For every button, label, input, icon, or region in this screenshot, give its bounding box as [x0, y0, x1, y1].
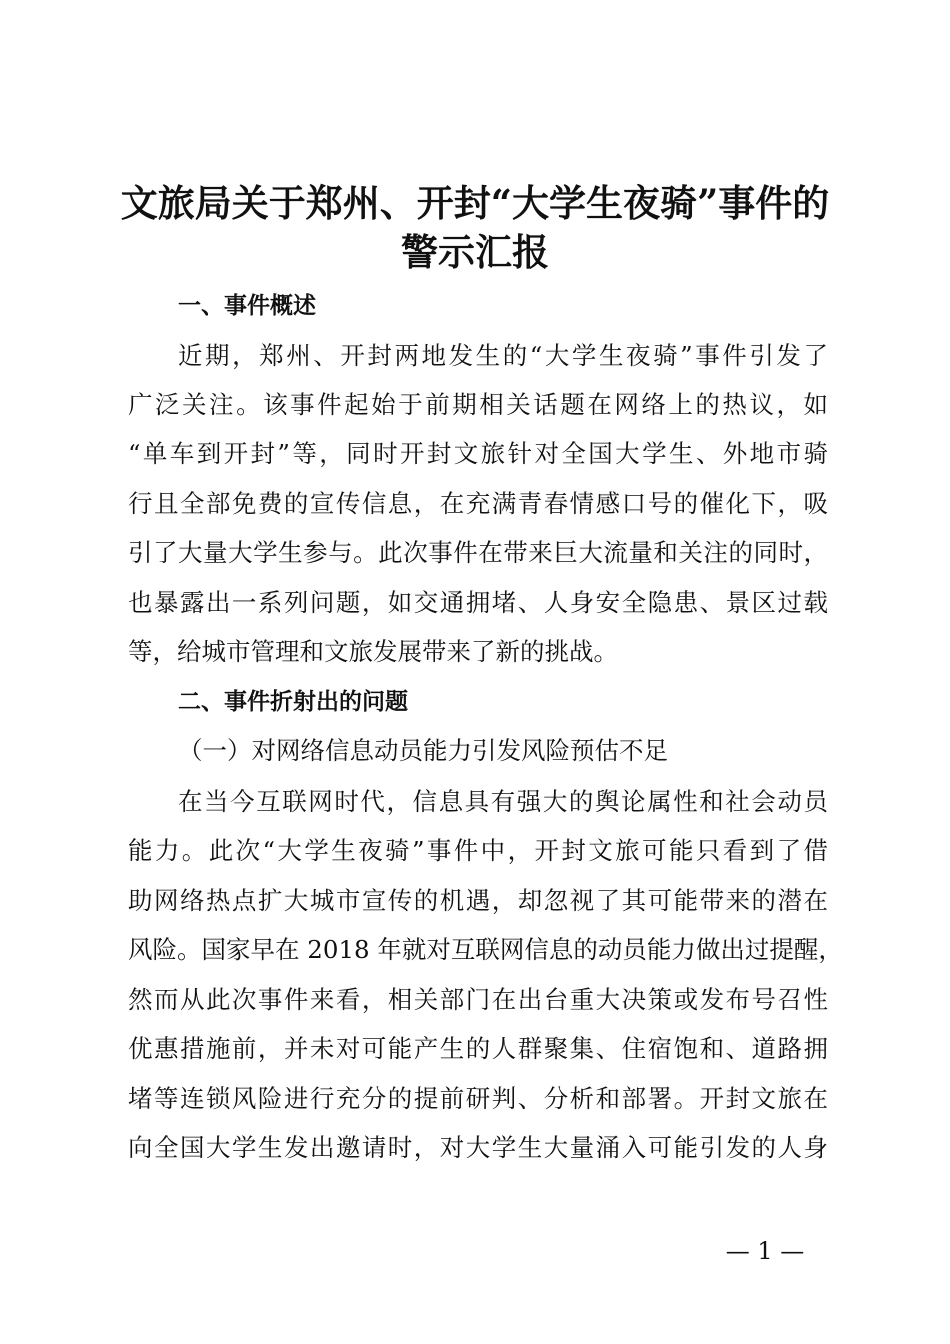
paragraph-line: “单车到开封”等，同时开封文旅针对全国大学生、外地市骑	[128, 439, 828, 468]
paragraph-line: 等，给城市管理和文旅发展带来了新的挑战。	[128, 637, 618, 666]
section-1-heading: 一、事件概述	[178, 293, 316, 319]
paragraph-line: 风险。国家早在 2018 年就对互联网信息的动员能力做出过提醒，	[128, 935, 843, 964]
paragraph-line: 也暴露出一系列问题，如交通拥堵、人身安全隐患、景区过载	[128, 588, 828, 617]
paragraph-line: 在当今互联网时代，信息具有强大的舆论属性和社会动员	[178, 787, 828, 816]
paragraph-line: 然而从此次事件来看，相关部门在出台重大决策或发布号召性	[128, 985, 828, 1014]
paragraph-line: 近期，郑州、开封两地发生的“大学生夜骑”事件引发了	[178, 341, 828, 370]
paragraph-line: 堵等连锁风险进行充分的提前研判、分析和部署。开封文旅在	[128, 1084, 828, 1113]
paragraph-line: 引了大量大学生参与。此次事件在带来巨大流量和关注的同时，	[128, 538, 828, 567]
paragraph-line: 行且全部免费的宣传信息，在充满青春情感口号的催化下，吸	[128, 489, 828, 518]
document-title-line-1: 文旅局关于郑州、开封“大学生夜骑”事件的	[120, 181, 830, 225]
page-number: — 1 —	[725, 1237, 805, 1265]
paragraph-line: 能力。此次“大学生夜骑”事件中，开封文旅可能只看到了借	[128, 836, 828, 865]
paragraph-line: 向全国大学生发出邀请时，对大学生大量涌入可能引发的人身	[128, 1133, 828, 1162]
section-2-subheading: （一）对网络信息动员能力引发风险预估不足	[178, 736, 668, 765]
paragraph-line: 优惠措施前，并未对可能产生的人群聚集、住宿饱和、道路拥	[128, 1034, 828, 1063]
paragraph-line: 广泛关注。该事件起始于前期相关话题在网络上的热议，如	[128, 390, 828, 419]
document-title-line-2: 警示汇报	[401, 230, 549, 274]
section-2-heading: 二、事件折射出的问题	[178, 689, 408, 715]
paragraph-line: 助网络热点扩大城市宣传的机遇，却忽视了其可能带来的潜在	[128, 886, 828, 915]
